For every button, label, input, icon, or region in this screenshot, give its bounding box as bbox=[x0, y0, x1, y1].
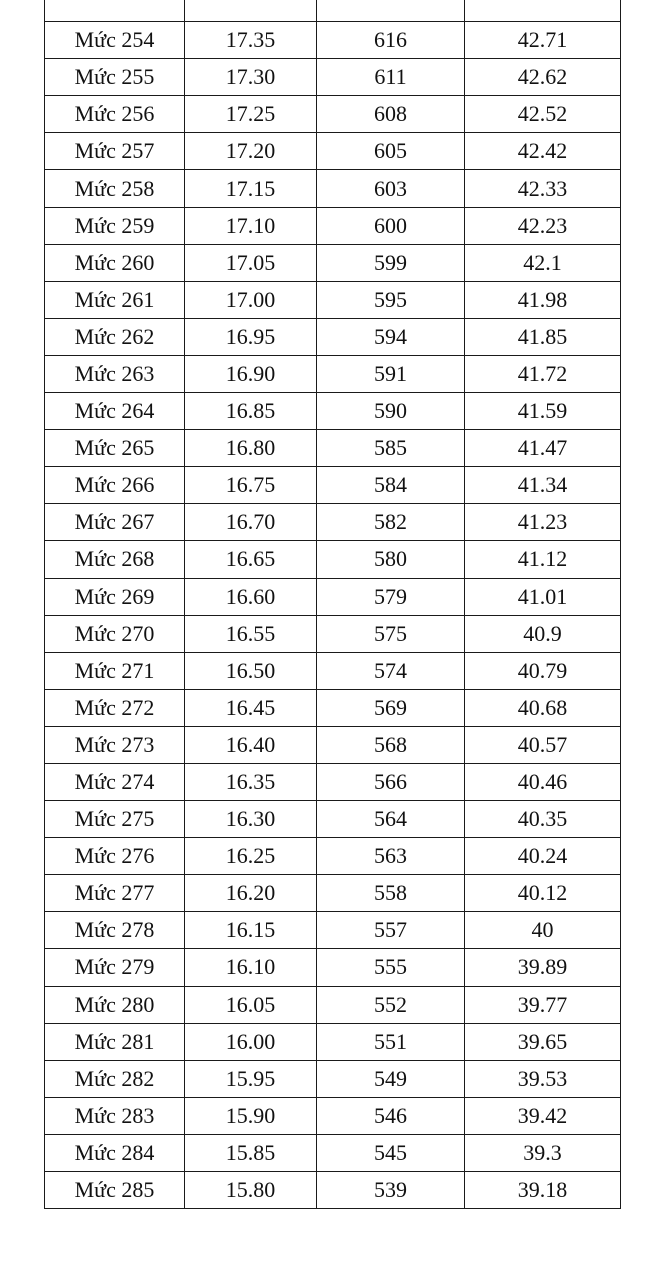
table-row bbox=[45, 949, 621, 986]
value-c-cell: 39.42 bbox=[465, 1097, 621, 1134]
table-row bbox=[45, 1060, 621, 1097]
value-c-cell: 39.89 bbox=[465, 949, 621, 986]
value-a-cell: 17.30 bbox=[185, 59, 317, 96]
value-c-cell: 41.59 bbox=[465, 393, 621, 430]
table-row bbox=[45, 689, 621, 726]
value-a-cell: 16.20 bbox=[185, 875, 317, 912]
level-cell: Mức 260 bbox=[45, 244, 185, 281]
level-cell: Mức 256 bbox=[45, 96, 185, 133]
value-b-cell: 611 bbox=[317, 59, 465, 96]
table-row bbox=[45, 541, 621, 578]
value-b-cell: 580 bbox=[317, 541, 465, 578]
level-cell: Mức 265 bbox=[45, 430, 185, 467]
level-cell: Mức 283 bbox=[45, 1097, 185, 1134]
value-a-cell: 16.80 bbox=[185, 430, 317, 467]
table-row bbox=[45, 467, 621, 504]
value-c-cell: 41.34 bbox=[465, 467, 621, 504]
level-cell: Mức 284 bbox=[45, 1134, 185, 1171]
value-b-cell: 579 bbox=[317, 578, 465, 615]
value-b-cell: 546 bbox=[317, 1097, 465, 1134]
value-a-cell: 16.05 bbox=[185, 986, 317, 1023]
table-row bbox=[45, 244, 621, 281]
value-c-cell: 42.33 bbox=[465, 170, 621, 207]
value-c-cell: 39.65 bbox=[465, 1023, 621, 1060]
value-a-cell: 17.05 bbox=[185, 244, 317, 281]
table-row bbox=[45, 912, 621, 949]
value-c-cell: 40.46 bbox=[465, 763, 621, 800]
level-cell: Mức 282 bbox=[45, 1060, 185, 1097]
value-b-cell: 584 bbox=[317, 467, 465, 504]
value-b-cell: 595 bbox=[317, 281, 465, 318]
value-b-cell: 575 bbox=[317, 615, 465, 652]
value-b-cell: 569 bbox=[317, 689, 465, 726]
level-cell: Mức 262 bbox=[45, 318, 185, 355]
value-a-cell: 15.85 bbox=[185, 1134, 317, 1171]
value-c-cell: 40.57 bbox=[465, 726, 621, 763]
value-b-cell: 616 bbox=[317, 22, 465, 59]
level-cell: Mức 264 bbox=[45, 393, 185, 430]
value-a-cell: 16.65 bbox=[185, 541, 317, 578]
table-row bbox=[45, 726, 621, 763]
value-b-cell: 590 bbox=[317, 393, 465, 430]
level-cell: Mức 270 bbox=[45, 615, 185, 652]
level-cell: Mức 259 bbox=[45, 207, 185, 244]
level-cell: Mức 275 bbox=[45, 801, 185, 838]
table-row bbox=[45, 578, 621, 615]
value-a-cell: 16.95 bbox=[185, 318, 317, 355]
level-cell: Mức 280 bbox=[45, 986, 185, 1023]
level-cell: Mức 278 bbox=[45, 912, 185, 949]
value-c-cell: 40.35 bbox=[465, 801, 621, 838]
level-cell: Mức 266 bbox=[45, 467, 185, 504]
value-c-cell: 42.23 bbox=[465, 207, 621, 244]
value-c-cell: 41.85 bbox=[465, 318, 621, 355]
value-b-cell: 564 bbox=[317, 801, 465, 838]
table-row bbox=[45, 318, 621, 355]
value-b-cell: 582 bbox=[317, 504, 465, 541]
level-cell: Mức 269 bbox=[45, 578, 185, 615]
value-c-cell: 40.9 bbox=[465, 615, 621, 652]
table-row bbox=[45, 430, 621, 467]
value-c-cell: 41.98 bbox=[465, 281, 621, 318]
value-a-cell: 16.30 bbox=[185, 801, 317, 838]
value-c-cell: 42.62 bbox=[465, 59, 621, 96]
value-a-cell: 17.15 bbox=[185, 170, 317, 207]
value-a-cell: 17.00 bbox=[185, 281, 317, 318]
value-c-cell: 41.23 bbox=[465, 504, 621, 541]
value-c-cell: 40.24 bbox=[465, 838, 621, 875]
value-a-cell: 17.25 bbox=[185, 96, 317, 133]
value-c-cell bbox=[465, 0, 621, 22]
value-a-cell: 17.35 bbox=[185, 22, 317, 59]
value-b-cell: 574 bbox=[317, 652, 465, 689]
value-b-cell bbox=[317, 0, 465, 22]
value-b-cell: 557 bbox=[317, 912, 465, 949]
table-row bbox=[45, 96, 621, 133]
value-a-cell: 16.25 bbox=[185, 838, 317, 875]
table-row bbox=[45, 133, 621, 170]
value-b-cell: 600 bbox=[317, 207, 465, 244]
level-cell: Mức 257 bbox=[45, 133, 185, 170]
table-row bbox=[45, 355, 621, 392]
value-a-cell: 16.40 bbox=[185, 726, 317, 763]
level-cell: Mức 276 bbox=[45, 838, 185, 875]
table-row bbox=[45, 504, 621, 541]
value-c-cell: 42.42 bbox=[465, 133, 621, 170]
value-c-cell: 42.52 bbox=[465, 96, 621, 133]
value-a-cell: 16.10 bbox=[185, 949, 317, 986]
value-b-cell: 545 bbox=[317, 1134, 465, 1171]
table-row bbox=[45, 763, 621, 800]
table-row bbox=[45, 1172, 621, 1209]
level-cell bbox=[45, 0, 185, 22]
table-row bbox=[45, 801, 621, 838]
table-row bbox=[45, 838, 621, 875]
level-cell: Mức 261 bbox=[45, 281, 185, 318]
level-cell: Mức 271 bbox=[45, 652, 185, 689]
table-body bbox=[45, 0, 621, 1209]
value-c-cell: 39.18 bbox=[465, 1172, 621, 1209]
value-a-cell: 16.75 bbox=[185, 467, 317, 504]
value-c-cell: 41.47 bbox=[465, 430, 621, 467]
level-cell: Mức 277 bbox=[45, 875, 185, 912]
value-a-cell: 16.50 bbox=[185, 652, 317, 689]
value-b-cell: 585 bbox=[317, 430, 465, 467]
value-b-cell: 603 bbox=[317, 170, 465, 207]
value-b-cell: 551 bbox=[317, 1023, 465, 1060]
value-a-cell: 17.20 bbox=[185, 133, 317, 170]
value-c-cell: 41.72 bbox=[465, 355, 621, 392]
value-c-cell: 39.77 bbox=[465, 986, 621, 1023]
value-a-cell: 16.85 bbox=[185, 393, 317, 430]
value-a-cell: 16.60 bbox=[185, 578, 317, 615]
value-b-cell: 591 bbox=[317, 355, 465, 392]
value-a-cell: 15.95 bbox=[185, 1060, 317, 1097]
level-cell: Mức 279 bbox=[45, 949, 185, 986]
level-cell: Mức 258 bbox=[45, 170, 185, 207]
value-b-cell: 558 bbox=[317, 875, 465, 912]
table-row bbox=[45, 207, 621, 244]
level-cell: Mức 255 bbox=[45, 59, 185, 96]
table-row bbox=[45, 1097, 621, 1134]
value-c-cell: 40 bbox=[465, 912, 621, 949]
table-row bbox=[45, 652, 621, 689]
value-c-cell: 42.1 bbox=[465, 244, 621, 281]
value-a-cell: 16.35 bbox=[185, 763, 317, 800]
value-b-cell: 555 bbox=[317, 949, 465, 986]
table-row bbox=[45, 170, 621, 207]
value-c-cell: 41.12 bbox=[465, 541, 621, 578]
value-a-cell: 17.10 bbox=[185, 207, 317, 244]
value-b-cell: 552 bbox=[317, 986, 465, 1023]
value-c-cell: 40.68 bbox=[465, 689, 621, 726]
value-a-cell bbox=[185, 0, 317, 22]
table-row bbox=[45, 615, 621, 652]
table-row bbox=[45, 986, 621, 1023]
level-cell: Mức 272 bbox=[45, 689, 185, 726]
value-a-cell: 16.70 bbox=[185, 504, 317, 541]
value-a-cell: 15.90 bbox=[185, 1097, 317, 1134]
level-cell: Mức 254 bbox=[45, 22, 185, 59]
level-cell: Mức 274 bbox=[45, 763, 185, 800]
value-a-cell: 16.15 bbox=[185, 912, 317, 949]
value-a-cell: 16.00 bbox=[185, 1023, 317, 1060]
value-c-cell: 41.01 bbox=[465, 578, 621, 615]
value-a-cell: 16.45 bbox=[185, 689, 317, 726]
table-row bbox=[45, 393, 621, 430]
value-c-cell: 39.3 bbox=[465, 1134, 621, 1171]
table-row bbox=[45, 0, 621, 22]
value-b-cell: 594 bbox=[317, 318, 465, 355]
value-b-cell: 539 bbox=[317, 1172, 465, 1209]
value-a-cell: 16.55 bbox=[185, 615, 317, 652]
value-a-cell: 16.90 bbox=[185, 355, 317, 392]
table-row bbox=[45, 1023, 621, 1060]
table-row bbox=[45, 22, 621, 59]
level-cell: Mức 281 bbox=[45, 1023, 185, 1060]
value-b-cell: 599 bbox=[317, 244, 465, 281]
level-cell: Mức 263 bbox=[45, 355, 185, 392]
table-row bbox=[45, 281, 621, 318]
level-cell: Mức 268 bbox=[45, 541, 185, 578]
value-b-cell: 566 bbox=[317, 763, 465, 800]
value-b-cell: 563 bbox=[317, 838, 465, 875]
value-b-cell: 568 bbox=[317, 726, 465, 763]
value-b-cell: 549 bbox=[317, 1060, 465, 1097]
value-c-cell: 39.53 bbox=[465, 1060, 621, 1097]
table-row bbox=[45, 1134, 621, 1171]
value-b-cell: 608 bbox=[317, 96, 465, 133]
value-c-cell: 42.71 bbox=[465, 22, 621, 59]
level-cell: Mức 267 bbox=[45, 504, 185, 541]
value-b-cell: 605 bbox=[317, 133, 465, 170]
value-c-cell: 40.79 bbox=[465, 652, 621, 689]
table-row bbox=[45, 875, 621, 912]
value-c-cell: 40.12 bbox=[465, 875, 621, 912]
level-cell: Mức 285 bbox=[45, 1172, 185, 1209]
value-a-cell: 15.80 bbox=[185, 1172, 317, 1209]
level-cell: Mức 273 bbox=[45, 726, 185, 763]
table-row bbox=[45, 59, 621, 96]
score-table bbox=[44, 0, 621, 1209]
